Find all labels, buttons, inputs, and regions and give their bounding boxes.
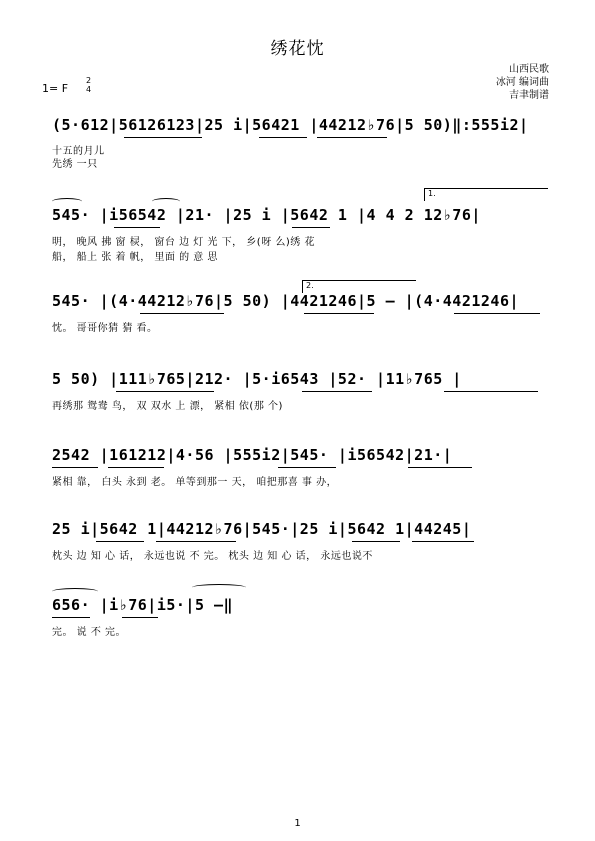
beam-line xyxy=(454,313,540,314)
beam-line xyxy=(108,467,164,468)
score-system xyxy=(52,520,552,570)
beam-line xyxy=(52,467,98,468)
beam-line xyxy=(52,617,90,618)
beam-line xyxy=(444,391,538,392)
beam-line xyxy=(96,541,144,542)
notation-line: 25 i|5642 1|44212♭76|545·|25 i|5642 1|44245| xyxy=(52,520,472,538)
score-system xyxy=(52,281,552,342)
beam-line xyxy=(140,313,224,314)
beam-line xyxy=(124,137,202,138)
slur xyxy=(152,198,180,205)
lyric-verse-1: 明， 晚风 拂 窗 棂， 窗台 边 灯 光 下， 乡(呀 么)绣 花 xyxy=(52,237,315,248)
lyric-verse-2: 先绣 一只 xyxy=(52,159,98,170)
beam-line xyxy=(259,137,307,138)
lyric-line: 枕头 边 知 心 话， 永远也说 不 完。 枕头 边 知 心 话， 永远也说不 xyxy=(52,551,373,562)
beam-line xyxy=(408,467,472,468)
beam-line xyxy=(304,313,374,314)
key-signature: 1= F xyxy=(42,82,69,95)
time-signature-bottom: 4 xyxy=(86,85,92,94)
slur xyxy=(52,588,98,595)
notation-line: 2542 |161212|4·56 |555i2|545· |i56542|21·| xyxy=(52,446,453,464)
lyric-verse-2: 船， 船上 张 着 帆， 里面 的 意 思 xyxy=(52,252,218,263)
score-system xyxy=(52,116,552,176)
beam-line xyxy=(317,137,387,138)
notation-line: 545· |i56542 |21· |25 i |5642 1 |4 4 2 12♭76| xyxy=(52,206,481,224)
lyric-line: 完。 说 不 完。 xyxy=(52,627,127,638)
credit-engraver: 吉聿制谱 xyxy=(509,90,549,101)
notation-line: (5·612|56126123|25 i|56421 |44212♭76|5 50)‖:555i2| xyxy=(52,116,529,134)
score-system xyxy=(52,189,552,266)
notation-line: 656· |i♭76|i5·|5 —‖ xyxy=(52,596,234,614)
volta-1: 1. xyxy=(424,188,548,201)
beam-line xyxy=(292,227,330,228)
lyric-line: 忱。 哥哥你猜 猜 看。 xyxy=(52,323,158,334)
score-system xyxy=(52,596,552,646)
lyric-verse-1: 十五的月儿 xyxy=(52,146,105,157)
slur xyxy=(52,198,82,205)
score-system xyxy=(52,370,552,420)
beam-line xyxy=(278,467,336,468)
beam-line xyxy=(412,541,474,542)
credit-composer: 冰河 编词曲 xyxy=(495,77,549,88)
beam-line xyxy=(156,541,236,542)
beam-line xyxy=(122,617,158,618)
beam-line xyxy=(116,391,214,392)
beam-line xyxy=(302,391,372,392)
lyric-line: 再绣那 鸳鸯 鸟， 双 双水 上 漂， 紧相 依(那 个) xyxy=(52,401,283,412)
beam-line xyxy=(352,541,400,542)
volta-2: 2. xyxy=(302,280,416,293)
time-signature-top: 2 xyxy=(86,76,92,85)
score-system xyxy=(52,446,552,496)
credit-source: 山西民歌 xyxy=(509,64,549,75)
song-title: 绣花忱 xyxy=(270,39,325,59)
notation-line: 5 50) |111♭765|212· |5·i6543 |52· |11♭765 | xyxy=(52,370,462,388)
notation-line: 545· |(4·44212♭76|5 50) |4421246|5 — |(4·4421246| xyxy=(52,292,520,310)
time-signature xyxy=(86,76,91,94)
slur xyxy=(192,584,246,591)
lyric-line: 紧相 靠， 白头 永到 老。 单等到那一 天， 咱把那喜 事 办， xyxy=(52,477,338,488)
page-number: 1 xyxy=(294,818,301,829)
beam-line xyxy=(114,227,160,228)
